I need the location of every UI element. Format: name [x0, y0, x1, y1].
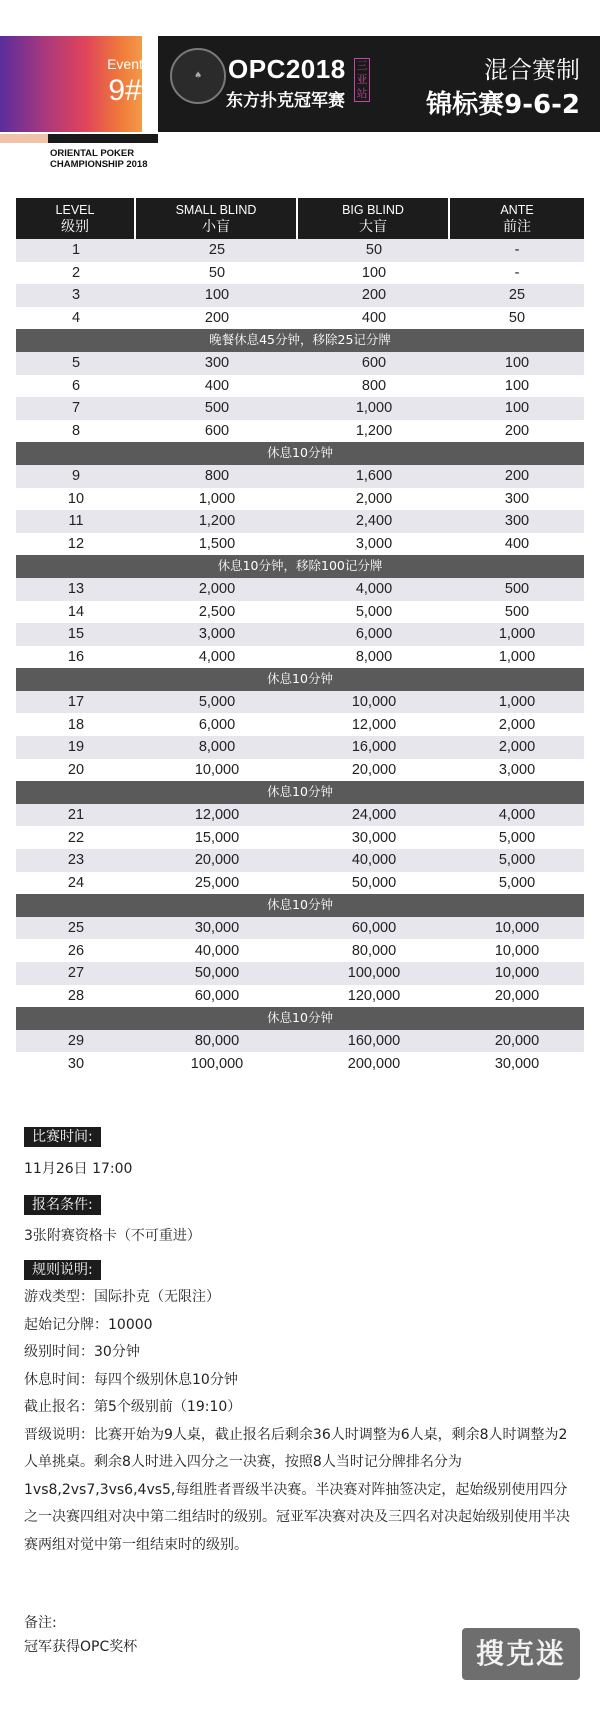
ante-cell: 10,000 — [494, 942, 540, 959]
big-blind-cell: 1,600 — [355, 468, 393, 485]
big-blind-cell: 50,000 — [351, 874, 397, 891]
break-row: 休息10分钟 — [16, 781, 584, 804]
big-blind-cell: 8,000 — [355, 648, 393, 665]
ante-cell: 20,000 — [494, 1033, 540, 1050]
big-blind-cell: 6,000 — [355, 626, 393, 643]
table-row — [16, 985, 584, 1008]
small-blind-cell: 2,000 — [198, 581, 236, 598]
level-cell: 17 — [67, 694, 85, 711]
table-row — [16, 239, 584, 262]
table-row — [16, 872, 584, 895]
ante-cell: 100 — [504, 400, 530, 417]
big-blind-cell: 100 — [361, 264, 387, 281]
championship-line-1: ORIENTAL POKER — [50, 148, 135, 159]
big-blind-cell: 800 — [361, 377, 387, 394]
entry-label: 报名条件: — [24, 1195, 101, 1215]
logo-title: OPC2018 — [228, 54, 346, 84]
small-blind-cell: 3,000 — [198, 626, 236, 643]
small-blind-cell: 20,000 — [194, 852, 240, 869]
ante-cell: 50 — [508, 310, 526, 327]
ante-cell: 400 — [504, 536, 530, 553]
ante-cell: 5,000 — [498, 829, 536, 846]
big-blind-cell: 80,000 — [351, 942, 397, 959]
big-blind-cell: 600 — [361, 355, 387, 372]
level-cell: 8 — [71, 423, 81, 440]
big-blind-cell: 2,000 — [355, 490, 393, 507]
big-blind-cell: 30,000 — [351, 829, 397, 846]
time-value: 11月26日 17:00 — [24, 1161, 133, 1177]
level-cell: 24 — [67, 874, 85, 891]
ante-cell: 10,000 — [494, 965, 540, 982]
level-cell: 4 — [71, 310, 81, 327]
ante-cell: 100 — [504, 377, 530, 394]
small-blind-cell: 60,000 — [194, 987, 240, 1004]
ante-cell: - — [514, 264, 520, 281]
small-blind-cell: 12,000 — [194, 807, 240, 824]
table-row — [16, 691, 584, 714]
ante-cell: 200 — [504, 423, 530, 440]
small-blind-cell: 100 — [204, 287, 230, 304]
ante-cell: 300 — [504, 513, 530, 530]
col-ante-en: ANTE — [500, 203, 534, 217]
small-blind-cell: 40,000 — [194, 942, 240, 959]
table-row — [16, 713, 584, 736]
table-row — [16, 736, 584, 759]
big-blind-cell: 200 — [361, 287, 387, 304]
big-blind-cell: 2,400 — [355, 513, 393, 530]
logo-subtitle: 东方扑克冠军赛 — [226, 91, 345, 111]
championship-name — [50, 148, 148, 170]
level-cell: 5 — [71, 355, 81, 372]
table-row — [16, 759, 584, 782]
small-blind-cell: 2,500 — [198, 603, 236, 620]
small-blind-cell: 1,200 — [198, 513, 236, 530]
col-small-blind-cn: 小盲 — [202, 218, 230, 234]
small-blind-cell: 100,000 — [190, 1055, 244, 1072]
title-line-1: 混合赛制 — [484, 56, 580, 84]
small-blind-cell: 4,000 — [198, 648, 236, 665]
table-row — [16, 804, 584, 827]
ante-cell: 500 — [504, 581, 530, 598]
small-blind-cell: 600 — [204, 423, 230, 440]
location-tag: 三亚站 — [354, 58, 370, 102]
ante-cell: 1,000 — [498, 626, 536, 643]
level-cell: 23 — [67, 852, 85, 869]
col-level-en: LEVEL — [55, 203, 95, 217]
big-blind-cell: 400 — [361, 310, 387, 327]
rule-advancement: 晋级说明：比赛开始为9人桌，截止报名后剩余36人时调整为6人桌，剩余8人时调整为2人单挑桌。剩余8人时进入四分之一决赛，按照8人当时记分牌排名分为1vs8,2vs7,3vs6,4vs5,每组胜者晋级半决赛。半决赛对阵抽签决定，起始级别使用四分之一决赛四组对决中第二组结时的级别。冠亚军决赛对决及三四名对决起始级别使用半决赛两组对觉中第一组结束时的级别。 — [24, 1426, 570, 1553]
small-blind-cell: 6,000 — [198, 716, 236, 733]
break-row: 休息10分钟 — [16, 894, 584, 917]
small-blind-cell: 200 — [204, 310, 230, 327]
small-blind-cell: 800 — [204, 468, 230, 485]
col-small-blind-en: SMALL BLIND — [175, 203, 257, 217]
big-blind-cell: 20,000 — [351, 761, 397, 778]
big-blind-cell: 16,000 — [351, 739, 397, 756]
level-cell: 3 — [71, 287, 81, 304]
title-line-2: 锦标赛9-6-2 — [426, 90, 580, 120]
col-level — [16, 198, 136, 239]
col-ante-cn: 前注 — [503, 218, 531, 234]
big-blind-cell: 3,000 — [355, 536, 393, 553]
blind-structure-table — [16, 198, 584, 1075]
ante-cell: 100 — [504, 355, 530, 372]
small-blind-cell: 1,500 — [198, 536, 236, 553]
level-cell: 9 — [71, 468, 81, 485]
level-cell: 18 — [67, 716, 85, 733]
table-row — [16, 465, 584, 488]
break-row: 晚餐休息45分钟，移除25记分牌 — [16, 329, 584, 352]
table-row — [16, 262, 584, 285]
ante-cell: 2,000 — [498, 739, 536, 756]
table-row — [16, 917, 584, 940]
small-blind-cell: 15,000 — [194, 829, 240, 846]
championship-line-2: CHAMPIONSHIP 2018 — [50, 159, 148, 170]
col-big-blind — [298, 198, 450, 239]
ante-cell: 200 — [504, 468, 530, 485]
break-row: 休息10分钟 — [16, 1007, 584, 1030]
big-blind-cell: 60,000 — [351, 920, 397, 937]
ante-cell: 1,000 — [498, 648, 536, 665]
rule-late-registration: 截止报名：第5个级别前（19:10） — [24, 1399, 242, 1415]
ante-cell: 3,000 — [498, 761, 536, 778]
big-blind-cell: 40,000 — [351, 852, 397, 869]
table-row — [16, 826, 584, 849]
header — [0, 0, 600, 170]
note-value: 冠军获得OPC奖杯 — [24, 1639, 138, 1655]
small-blind-cell: 8,000 — [198, 739, 236, 756]
table-row — [16, 962, 584, 985]
table-body — [16, 239, 584, 1075]
accent-bar-dark — [48, 134, 158, 143]
level-cell: 25 — [67, 920, 85, 937]
small-blind-cell: 50,000 — [194, 965, 240, 982]
break-row: 休息10分钟，移除100记分牌 — [16, 555, 584, 578]
big-blind-cell: 160,000 — [347, 1033, 401, 1050]
big-blind-cell: 50 — [365, 242, 383, 259]
level-cell: 1 — [71, 242, 81, 259]
rules-label: 规则说明: — [24, 1260, 101, 1280]
table-row — [16, 646, 584, 669]
rules-list — [24, 1284, 572, 1559]
small-blind-cell: 300 — [204, 355, 230, 372]
small-blind-cell: 25,000 — [194, 874, 240, 891]
ante-cell: 10,000 — [494, 920, 540, 937]
ante-cell: - — [514, 242, 520, 259]
level-cell: 10 — [67, 490, 85, 507]
table-row — [16, 375, 584, 398]
table-row — [16, 849, 584, 872]
ante-cell: 2,000 — [498, 716, 536, 733]
ante-cell: 500 — [504, 603, 530, 620]
small-blind-cell: 80,000 — [194, 1033, 240, 1050]
table-row — [16, 601, 584, 624]
opc-logo-icon: ♠ — [170, 48, 226, 104]
big-blind-cell: 1,200 — [355, 423, 393, 440]
ante-cell: 20,000 — [494, 987, 540, 1004]
level-cell: 30 — [67, 1055, 85, 1072]
small-blind-cell: 25 — [208, 242, 226, 259]
ante-cell: 1,000 — [498, 694, 536, 711]
table-row — [16, 939, 584, 962]
level-cell: 21 — [67, 807, 85, 824]
table-row — [16, 307, 584, 330]
ante-cell: 30,000 — [494, 1055, 540, 1072]
col-big-blind-en: BIG BLIND — [342, 203, 404, 217]
table-row — [16, 397, 584, 420]
big-blind-cell: 5,000 — [355, 603, 393, 620]
ante-cell: 300 — [504, 490, 530, 507]
small-blind-cell: 5,000 — [198, 694, 236, 711]
table-row — [16, 352, 584, 375]
small-blind-cell: 50 — [208, 264, 226, 281]
big-blind-cell: 10,000 — [351, 694, 397, 711]
small-blind-cell: 1,000 — [198, 490, 236, 507]
event-number: 9# — [108, 74, 142, 107]
rule-break-time: 休息时间：每四个级别休息10分钟 — [24, 1371, 238, 1388]
level-cell: 22 — [67, 829, 85, 846]
big-blind-cell: 120,000 — [347, 987, 401, 1004]
table-row — [16, 623, 584, 646]
level-cell: 6 — [71, 377, 81, 394]
table-row — [16, 578, 584, 601]
level-cell: 14 — [67, 603, 85, 620]
level-cell: 13 — [67, 581, 85, 598]
time-label: 比赛时间: — [24, 1127, 101, 1147]
table-row — [16, 533, 584, 556]
big-blind-cell: 24,000 — [351, 807, 397, 824]
big-blind-cell: 1,000 — [355, 400, 393, 417]
level-cell: 15 — [67, 626, 85, 643]
level-cell: 16 — [67, 648, 85, 665]
col-big-blind-cn: 大盲 — [359, 218, 387, 234]
level-cell: 27 — [67, 965, 85, 982]
table-row — [16, 420, 584, 443]
ante-cell: 4,000 — [498, 807, 536, 824]
level-cell: 19 — [67, 739, 85, 756]
rule-level-time: 级别时间：30分钟 — [24, 1344, 140, 1360]
big-blind-cell: 100,000 — [347, 965, 401, 982]
table-header — [16, 198, 584, 239]
table-row — [16, 1030, 584, 1053]
event-label: Event — [107, 56, 143, 72]
accent-bar — [0, 134, 48, 143]
watermark-logo: 搜克迷 — [462, 1628, 580, 1680]
break-row: 休息10分钟 — [16, 668, 584, 691]
col-ante — [450, 198, 584, 239]
table-row — [16, 488, 584, 511]
ante-cell: 25 — [508, 287, 526, 304]
col-small-blind — [136, 198, 298, 239]
col-level-cn: 级别 — [61, 218, 89, 234]
big-blind-cell: 4,000 — [355, 581, 393, 598]
level-cell: 28 — [67, 987, 85, 1004]
small-blind-cell: 400 — [204, 377, 230, 394]
small-blind-cell: 500 — [204, 400, 230, 417]
table-row — [16, 510, 584, 533]
note-label: 备注: — [24, 1615, 57, 1631]
table-row — [16, 1052, 584, 1075]
small-blind-cell: 30,000 — [194, 920, 240, 937]
level-cell: 2 — [71, 264, 81, 281]
ante-cell: 5,000 — [498, 874, 536, 891]
big-blind-cell: 200,000 — [347, 1055, 401, 1072]
rule-game-type: 游戏类型：国际扑克（无限注） — [24, 1289, 220, 1305]
level-cell: 11 — [68, 513, 84, 530]
big-blind-cell: 12,000 — [351, 716, 397, 733]
break-row: 休息10分钟 — [16, 442, 584, 465]
table-row — [16, 284, 584, 307]
rule-starting-chips: 起始记分牌：10000 — [24, 1316, 153, 1333]
small-blind-cell: 10,000 — [194, 761, 240, 778]
ante-cell: 5,000 — [498, 852, 536, 869]
level-cell: 26 — [67, 942, 85, 959]
level-cell: 20 — [67, 761, 85, 778]
level-cell: 29 — [67, 1033, 85, 1050]
entry-value: 3张附赛资格卡（不可重进） — [24, 1228, 201, 1244]
level-cell: 12 — [67, 536, 85, 553]
level-cell: 7 — [71, 400, 81, 417]
